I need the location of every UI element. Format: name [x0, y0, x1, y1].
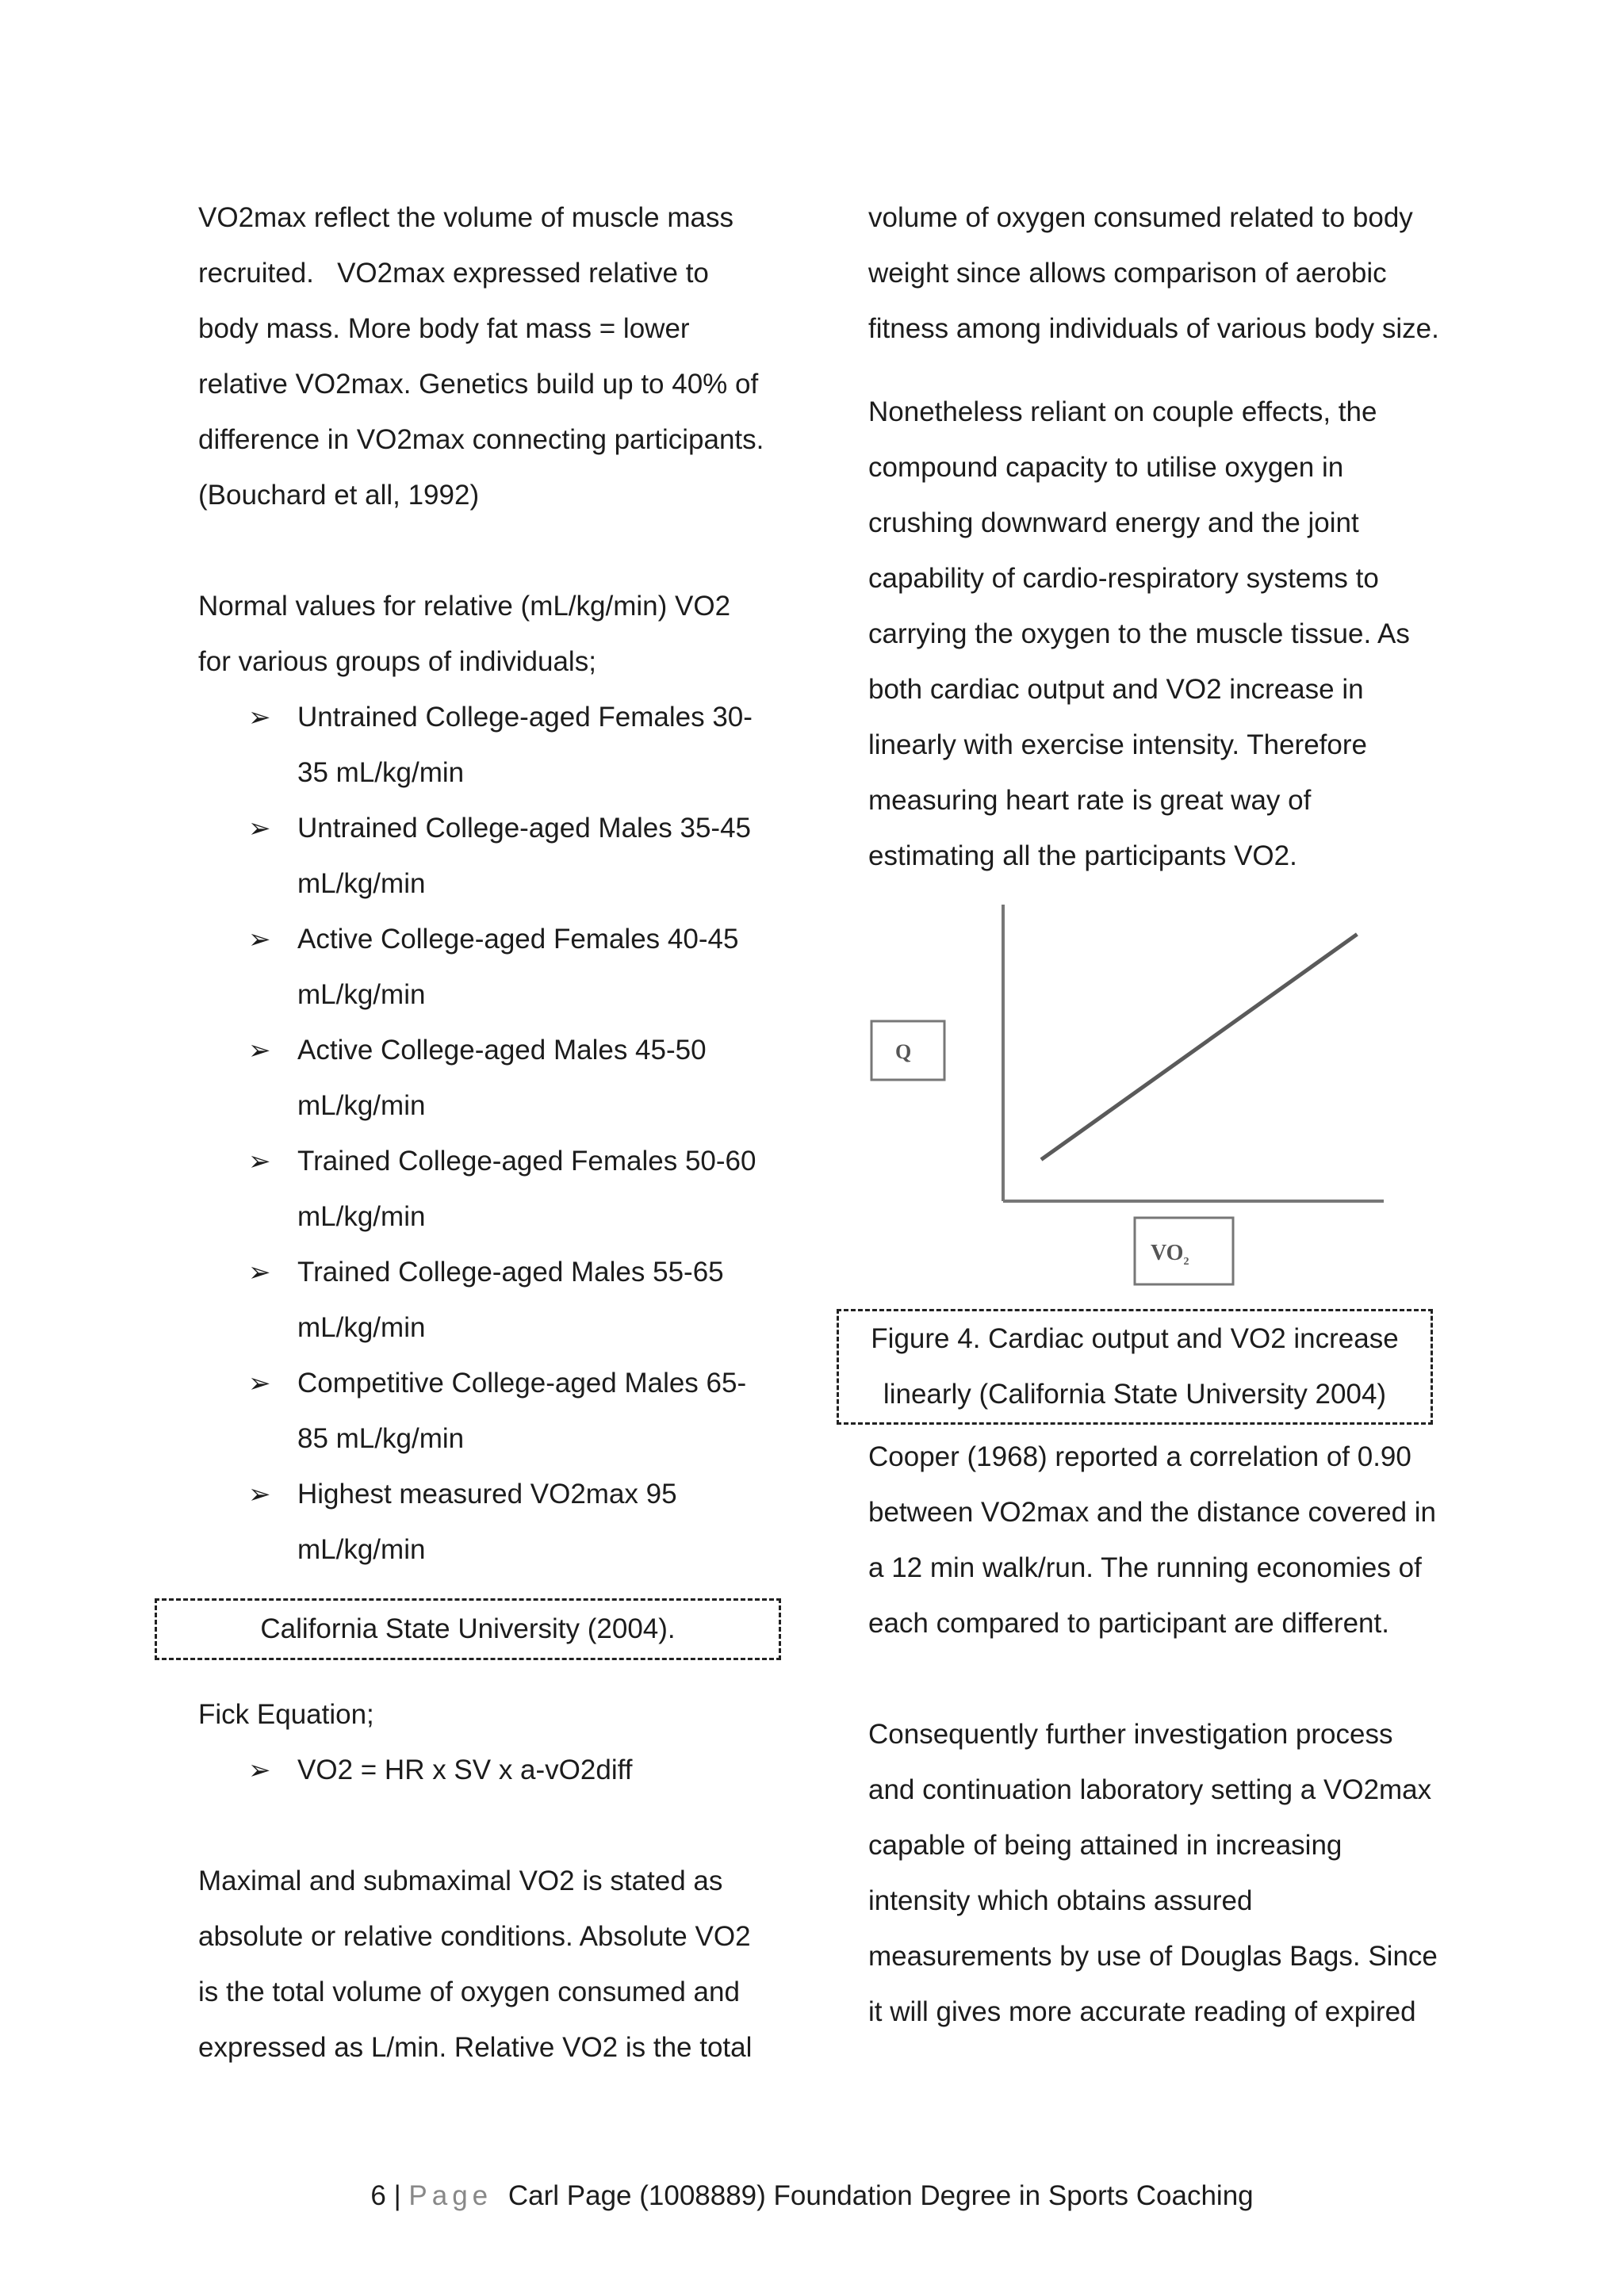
- text-line: Normal values for relative (mL/kg/min) VO2: [198, 591, 731, 622]
- text-line: measurements by use of Douglas Bags. Since: [868, 1941, 1438, 1972]
- text-line: capability of cardio-respiratory systems to: [868, 563, 1379, 594]
- arrow-bullet-icon: ➢: [248, 1755, 271, 1785]
- text-line: and continuation laboratory setting a VO2max: [868, 1774, 1432, 1805]
- text-line: it will gives more accurate reading of expired: [868, 1996, 1416, 2027]
- text-line: measuring heart rate is great way of: [868, 785, 1312, 816]
- arrow-bullet-icon: ➢: [248, 1479, 271, 1510]
- text-line: compound capacity to utilise oxygen in: [868, 452, 1344, 483]
- list-item: ➢ Highest measured VO2max 95 mL/kg/min: [297, 1467, 785, 1578]
- douglas-bags-paragraph: [868, 1707, 1455, 2040]
- text-line: carrying the oxygen to the muscle tissue. As: [868, 618, 1410, 649]
- normal-values-list: [198, 690, 785, 1578]
- x-axis-label-subscript: 2: [1183, 1256, 1189, 1268]
- text-line: body mass. More body fat mass = lower: [198, 313, 690, 344]
- text-line: fitness among individuals of various body size.: [868, 313, 1439, 344]
- figure-chart: [868, 898, 1455, 1295]
- list-item: ➢ Trained College-aged Females 50-60 mL/kg/min: [297, 1134, 785, 1245]
- cooper-paragraph: [868, 1429, 1455, 1651]
- list-item: ➢ Competitive College-aged Males 65- 85 mL/kg/min: [297, 1356, 785, 1467]
- arrow-bullet-icon: ➢: [248, 1035, 271, 1066]
- list-item: ➢ Active College-aged Females 40-45 mL/kg/min: [297, 912, 785, 1023]
- text-line: for various groups of individuals;: [198, 646, 596, 677]
- fick-equation-section: [198, 1687, 785, 1798]
- list-item: [248, 1743, 785, 1798]
- left-column: [198, 190, 785, 2076]
- text-line: between VO2max and the distance covered in: [868, 1497, 1436, 1528]
- text-line: expressed as L/min. Relative VO2 is the total: [198, 2032, 753, 2063]
- list-item: ➢ Active College-aged Males 45-50 mL/kg/min: [297, 1023, 785, 1134]
- caption-line: Figure 4. Cardiac output and VO2 increase: [871, 1323, 1399, 1354]
- text-line: each compared to participant are different.: [868, 1608, 1389, 1639]
- caption-line: linearly (California State University 2004): [883, 1379, 1387, 1410]
- footer-text: Carl Page (1008889) Foundation Degree in Sports Coaching: [508, 2180, 1254, 2211]
- text-line: recruited. VO2max expressed relative to: [198, 258, 709, 289]
- x-axis-label-box: [1135, 1218, 1233, 1284]
- list-item: ➢ Trained College-aged Males 55-65 mL/kg/min: [297, 1245, 785, 1356]
- page-word: Page: [408, 2180, 493, 2211]
- x-axis-label-main: VO: [1151, 1241, 1184, 1265]
- y-axis-label: Q: [895, 1040, 912, 1063]
- intro-paragraph: [198, 190, 785, 523]
- citation: (Bouchard et all, 1992): [198, 480, 480, 511]
- text-line: estimating all the participants VO2.: [868, 840, 1297, 871]
- arrow-bullet-icon: ➢: [248, 1257, 271, 1288]
- arrow-bullet-icon: ➢: [248, 924, 271, 955]
- text-line: crushing downward energy and the joint: [868, 507, 1359, 538]
- footer-separator: |: [393, 2180, 401, 2211]
- arrow-bullet-icon: ➢: [248, 702, 271, 733]
- fick-equation: VO2 = HR x SV x a-vO2diff: [297, 1755, 633, 1785]
- fick-list: [198, 1743, 785, 1798]
- source-citation-box: California State University (2004).: [155, 1598, 781, 1660]
- arrow-bullet-icon: ➢: [248, 1146, 271, 1177]
- absolute-relative-paragraph: [198, 1854, 785, 2076]
- text-line: a 12 min walk/run. The running economies of: [868, 1552, 1422, 1583]
- figure-caption-box: [837, 1309, 1433, 1425]
- arrow-bullet-icon: ➢: [248, 813, 271, 844]
- text-line: volume of oxygen consumed related to body: [868, 202, 1413, 233]
- list-item: ➢ Untrained College-aged Females 30- 35 mL/kg/min: [297, 690, 785, 801]
- text-line: capable of being attained in increasing: [868, 1830, 1342, 1861]
- text-line: Nonetheless reliant on couple effects, the: [868, 396, 1377, 427]
- series-line-0: [1041, 934, 1357, 1159]
- cardiac-output-vo2-chart: [868, 898, 1455, 1295]
- text-line: Maximal and submaximal VO2 is stated as: [198, 1866, 723, 1896]
- text-line: weight since allows comparison of aerobic: [868, 258, 1387, 289]
- oxygen-utilisation-paragraph: [868, 385, 1455, 884]
- text-line: is the total volume of oxygen consumed and: [198, 1976, 740, 2007]
- text-line: VO2max reflect the volume of muscle mass: [198, 202, 733, 233]
- arrow-bullet-icon: ➢: [248, 1368, 271, 1399]
- fick-title: Fick Equation;: [198, 1699, 374, 1730]
- page-number: 6: [370, 2180, 386, 2211]
- text-line: Consequently further investigation process: [868, 1719, 1393, 1750]
- series-layer: [1041, 934, 1357, 1159]
- text-line: both cardiac output and VO2 increase in: [868, 674, 1364, 705]
- text-line: relative VO2max. Genetics build up to 40% of: [198, 369, 759, 400]
- page-footer: [0, 2176, 1624, 2216]
- text-line: absolute or relative conditions. Absolute VO2: [198, 1921, 751, 1952]
- list-item: ➢ Untrained College-aged Males 35-45 mL/kg/min: [297, 801, 785, 912]
- x-axis-label: [1151, 1241, 1189, 1268]
- text-line: linearly with exercise intensity. Therefore: [868, 729, 1367, 760]
- normal-values-intro: [198, 579, 785, 690]
- relative-vo2-paragraph: [868, 190, 1455, 357]
- text-line: intensity which obtains assured: [868, 1885, 1253, 1916]
- right-column: [868, 190, 1455, 2040]
- text-line: difference in VO2max connecting participants.: [198, 424, 764, 455]
- text-line: Cooper (1968) reported a correlation of 0.90: [868, 1441, 1411, 1472]
